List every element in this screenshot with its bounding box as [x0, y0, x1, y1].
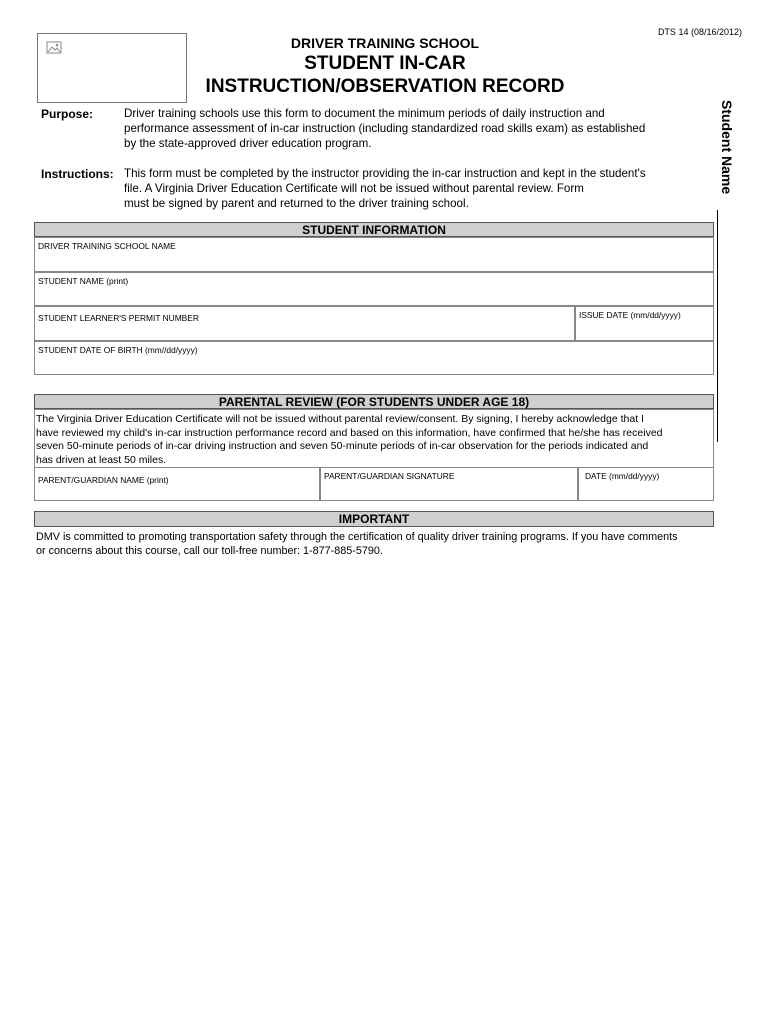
- instructions-line: file. A Virginia Driver Education Certificate will not be issued without parental review. Form: [124, 182, 584, 195]
- parental-review-header: PARENTAL REVIEW (FOR STUDENTS UNDER AGE 18): [34, 394, 714, 409]
- guardian-name-label: PARENT/GUARDIAN NAME (print): [38, 475, 169, 485]
- issue-date-label: ISSUE DATE (mm/dd/yyyy): [579, 310, 681, 320]
- issue-date-input[interactable]: [580, 324, 714, 341]
- important-line: DMV is committed to promoting transportation safety through the certification of quality driver training programs. If you have comments: [36, 531, 678, 543]
- student-name-field[interactable]: [34, 272, 714, 306]
- title-line-1: STUDENT IN-CAR: [304, 53, 466, 74]
- parental-line: The Virginia Driver Education Certificate will not be issued without parental review/consent. By signing, I hereby acknowledge that I: [36, 413, 644, 425]
- important-header: IMPORTANT: [34, 511, 714, 527]
- school-name-input[interactable]: [39, 254, 711, 272]
- side-student-name: [715, 100, 739, 204]
- purpose-line: Driver training schools use this form to document the minimum periods of daily instruction and: [124, 107, 605, 120]
- important-text: [36, 531, 678, 558]
- instructions-line: must be signed by parent and returned to the driver training school.: [124, 197, 469, 210]
- parental-line: seven 50-minute periods of in-car driving instruction and seven 50-minute periods of in-car observation for the periods indicated and: [36, 440, 649, 452]
- school-name-field[interactable]: [34, 237, 714, 272]
- side-student-name-label: Student Name: [719, 100, 735, 195]
- guardian-signature-input[interactable]: [325, 484, 577, 501]
- guardian-date-input[interactable]: [583, 484, 713, 501]
- instructions-line: This form must be completed by the instructor providing the in-car instruction and kept in the student's: [124, 167, 646, 180]
- student-name-label: STUDENT NAME (print): [38, 276, 129, 286]
- issue-date-field[interactable]: [575, 306, 714, 341]
- instructions-text: [124, 166, 646, 211]
- student-name-input[interactable]: [39, 288, 711, 306]
- parental-review-text: [36, 413, 663, 467]
- guardian-signature-label: PARENT/GUARDIAN SIGNATURE: [324, 471, 455, 481]
- important-line: or concerns about this course, call our toll-free number: 1-877-885-5790.: [36, 544, 383, 557]
- guardian-date-field[interactable]: [578, 467, 714, 501]
- dob-input[interactable]: [39, 357, 711, 375]
- purpose-line: by the state-approved driver education program.: [124, 137, 372, 150]
- purpose-text: [124, 106, 645, 151]
- school-title: DRIVER TRAINING SCHOOL: [290, 35, 480, 51]
- purpose-line: performance assessment of in-car instruction (including standardized road skills exam) as established: [124, 122, 646, 135]
- parental-line: has driven at least 50 miles.: [36, 453, 167, 466]
- parental-line: have reviewed my child's in-car instruction performance record and based on this information, have confirmed that he/she has received: [36, 426, 663, 439]
- side-name-line: [717, 210, 718, 442]
- dob-label: STUDENT DATE OF BIRTH (mm//dd/yyyy): [38, 345, 198, 355]
- permit-number-label: STUDENT LEARNER'S PERMIT NUMBER: [38, 313, 199, 323]
- guardian-name-field[interactable]: [34, 467, 320, 501]
- dob-field[interactable]: [34, 341, 714, 375]
- student-info-header: STUDENT INFORMATION: [34, 222, 714, 237]
- title-line-2: INSTRUCTION/OBSERVATION RECORD: [205, 76, 565, 97]
- permit-number-input[interactable]: [39, 325, 573, 342]
- permit-number-field[interactable]: [34, 306, 575, 341]
- instructions-label: Instructions:: [41, 167, 114, 181]
- school-name-label: DRIVER TRAINING SCHOOL NAME: [38, 241, 176, 251]
- form-id: DTS 14 (08/16/2012): [657, 27, 742, 37]
- guardian-name-input[interactable]: [39, 486, 319, 502]
- guardian-date-label: DATE (mm/dd/yyyy): [585, 471, 660, 481]
- page-title: [0, 52, 770, 98]
- purpose-label: Purpose:: [41, 107, 94, 121]
- guardian-signature-field[interactable]: [320, 467, 578, 501]
